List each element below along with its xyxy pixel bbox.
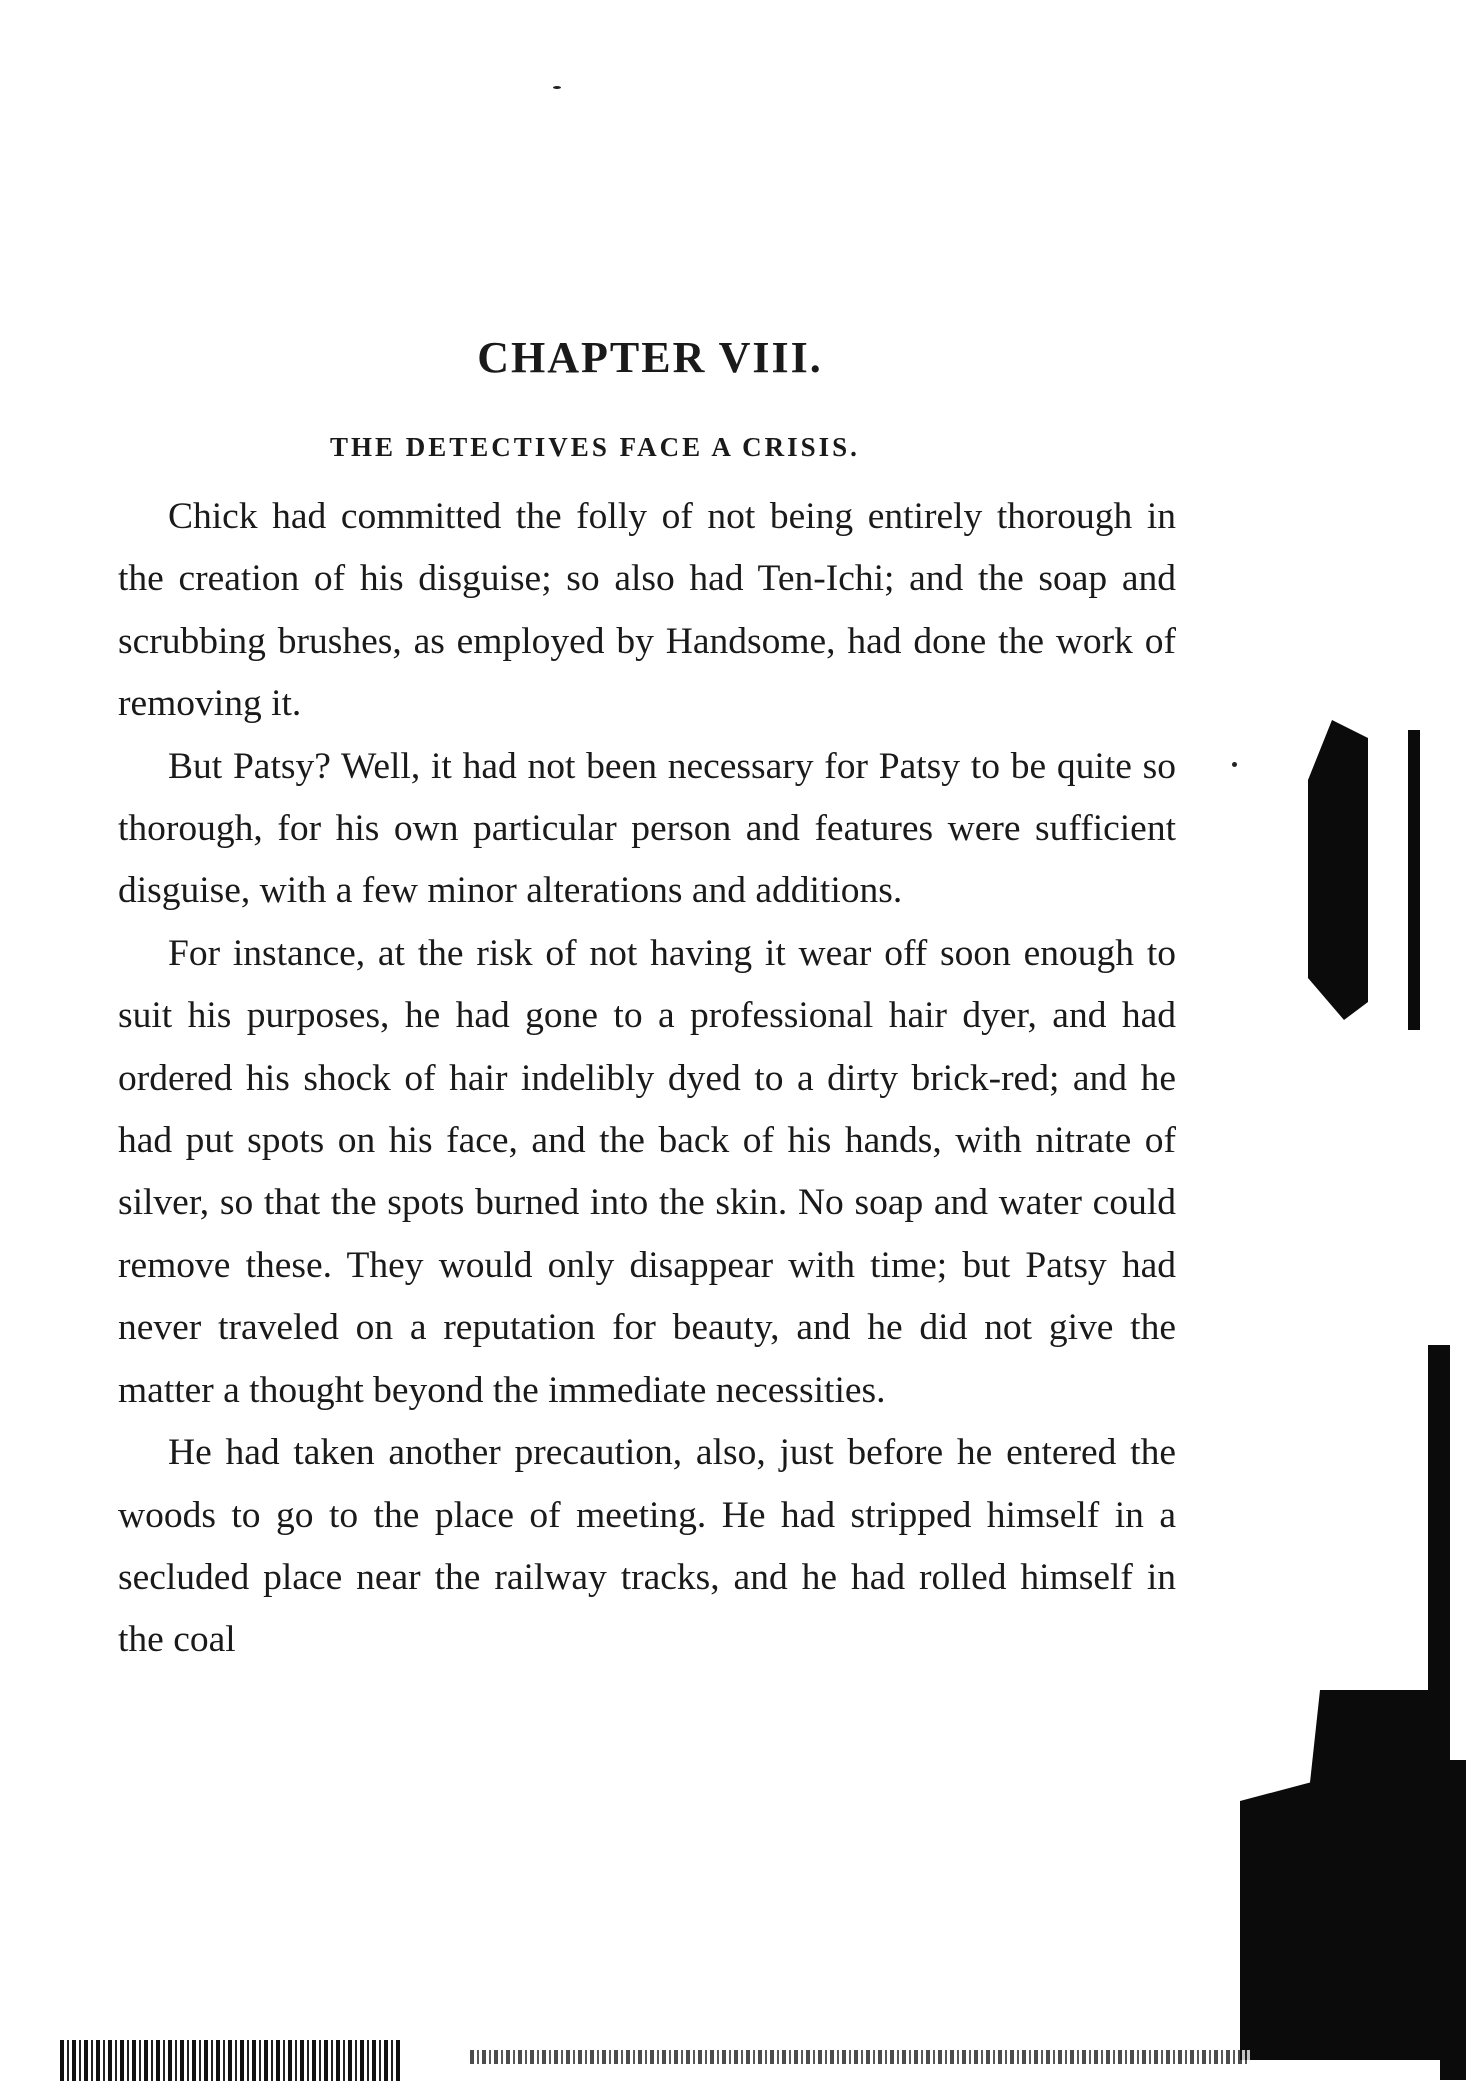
paragraph-4: He had taken another precaution, also, just before he entered the woods to go to the place of meeting. He had stripped himself in a secluded place near the railway tracks, and he had rolled himself in the coal xyxy=(118,1432,1176,1661)
scan-speck xyxy=(553,86,561,89)
paragraph-2: But Patsy? Well, it had not been necessary for Patsy to be quite so thorough, for his own particular person and features were sufficient disguise, with a few minor alterations and additions. xyxy=(118,745,1176,912)
scan-artifact-edge-2 xyxy=(1408,730,1420,1030)
chapter-heading xyxy=(0,332,1300,383)
paragraph-1: Chick had committed the folly of not being entirely thorough in the creation of his disguise; so also had Ten-Ichi; and the soap and scrubbing brushes, as employed by Handsome, had done the work of removing it. xyxy=(118,496,1176,725)
scan-artifact-edge-4 xyxy=(1240,1690,1440,2060)
scan-speck xyxy=(1232,762,1237,767)
scan-artifact-edge-1 xyxy=(1308,720,1368,1020)
chapter-subtitle: THE DETECTIVES FACE A CRISIS. xyxy=(330,432,860,463)
scan-artifact-bottom-center xyxy=(470,2050,1250,2064)
chapter-heading-text: CHAPTER VIII. xyxy=(477,333,823,383)
paragraph-3: For instance, at the risk of not having it wear off soon enough to suit his purposes, he had gone to a professional hair dyer, and had ordered his shock of hair indelibly dyed to a dirty brick-red; and he had put spots on his face, and the back of his hands, with nitrate of silver, so that the spots burned into the skin. No soap and water could remove these. They would only disappear with time; but Patsy had never traveled on a reputation for beauty, and he did not give the matter a thought beyond the immediate necessities. xyxy=(118,932,1176,1411)
scan-artifact-edge-5 xyxy=(1440,1760,1466,2080)
scan-artifact-bottom-left xyxy=(60,2040,400,2081)
body-text xyxy=(118,486,1176,1672)
